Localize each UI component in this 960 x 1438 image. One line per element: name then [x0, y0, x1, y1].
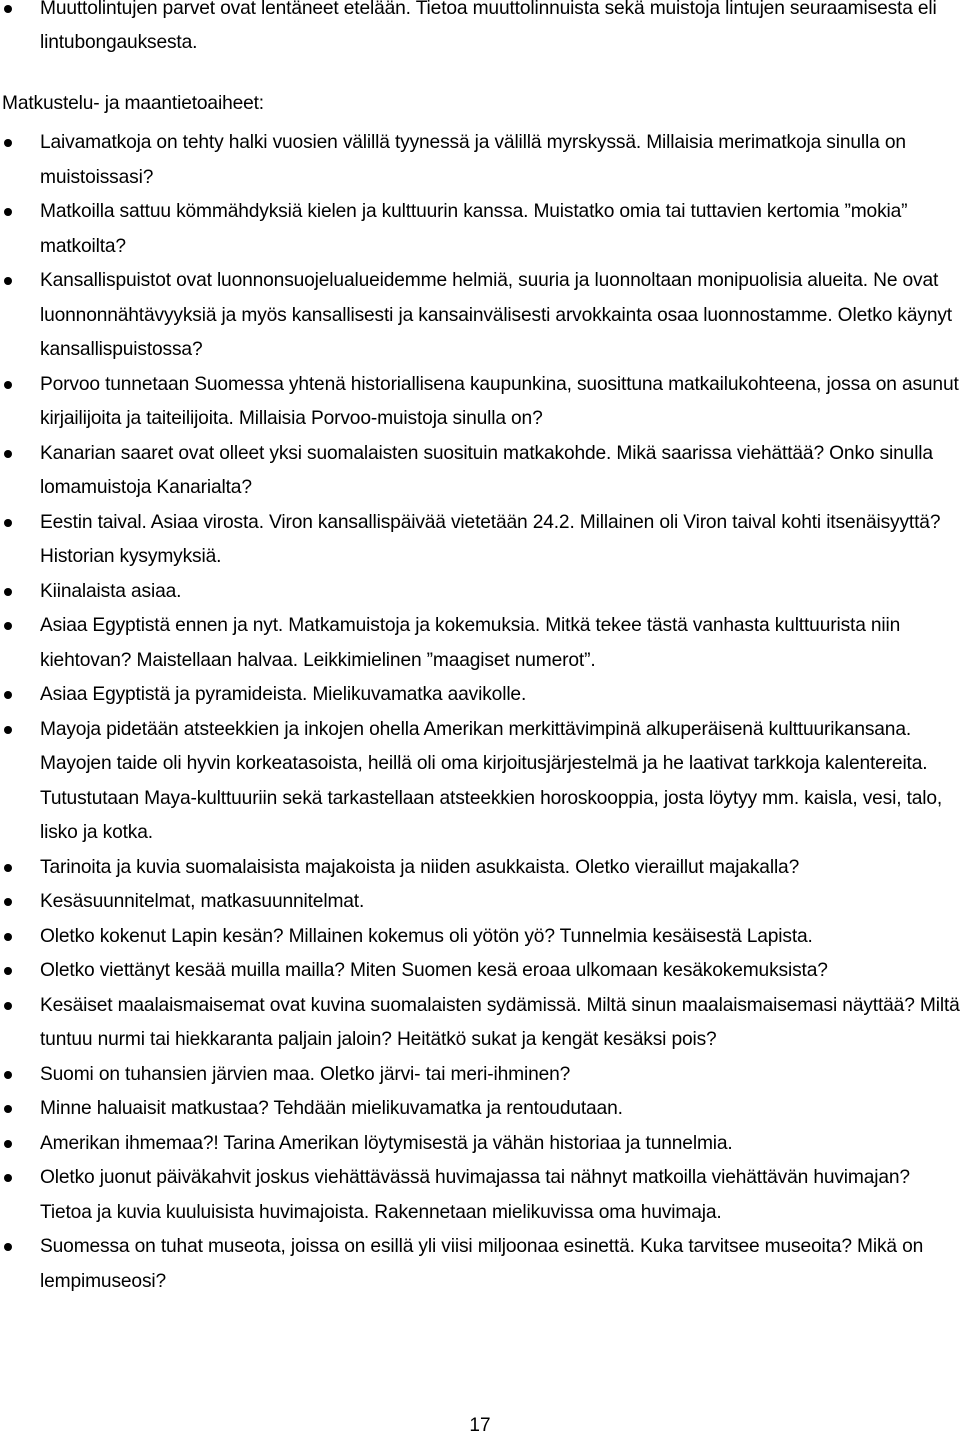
list-item: Muuttolintujen parvet ovat lentäneet etelään. Tietoa muuttolinnuista sekä muistoja lintujen seuraamisesta eli lintubongauksesta. [2, 0, 960, 60]
list-item: Minne haluaisit matkustaa? Tehdään mielikuvamatka ja rentoudutaan. [2, 1092, 960, 1127]
list-item: Kanarian saaret ovat olleet yksi suomalaisten suosituin matkakohde. Mikä saarissa viehättää? Onko sinulla lomamuistoja Kanarialta? [2, 437, 960, 506]
list-item: Matkoilla sattuu kömmähdyksiä kielen ja kulttuurin kanssa. Muistatko omia tai tuttavien kertomia ”mokia” matkoilta? [2, 195, 960, 264]
list-item: Oletko kokenut Lapin kesän? Millainen kokemus oli yötön yö? Tunnelmia kesäisestä Lapista. [2, 920, 960, 955]
list-item: Kesäiset maalaismaisemat ovat kuvina suomalaisten sydämissä. Miltä sinun maalaismaisemasi näyttää? Miltä tuntuu nurmi tai hiekkaranta paljain jaloin? Heitätkö sukat ja kengät kesäksi pois? [2, 989, 960, 1058]
list-item: Eestin taival. Asiaa virosta. Viron kansallispäivää vietetään 24.2. Millainen oli Viron taival kohti itsenäisyyttä? Historian kysymyksiä. [2, 506, 960, 575]
list-item: Kansallispuistot ovat luonnonsuojelualueidemme helmiä, suuria ja luonnoltaan monipuolisia alueita. Ne ovat luonnonnähtävyyksiä ja myös kansallisesti ja kansainvälisesti arvokkainta osaa luonnostamme. Oletko käynyt kansallispuistossa? [2, 264, 960, 368]
list-item: Asiaa Egyptistä ja pyramideista. Mielikuvamatka aavikolle. [2, 678, 960, 713]
list-item: Suomessa on tuhat museota, joissa on esillä yli viisi miljoonaa esinettä. Kuka tarvitsee museoita? Mikä on lempimuseosi? [2, 1230, 960, 1299]
page-number: 17 [469, 1415, 491, 1436]
list-item: Suomi on tuhansien järvien maa. Oletko järvi- tai meri-ihminen? [2, 1058, 960, 1093]
section-heading: Matkustelu- ja maantietoaiheet: [2, 93, 264, 114]
list-item: Mayoja pidetään atsteekkien ja inkojen ohella Amerikan merkittävimpinä alkuperäisenä kulttuurikansana. Mayojen taide oli hyvin korkeatasoista, heillä oli oma kirjoitusjärjestelmä ja he laativat tarkkoja kalentereita. Tutustutaan Maya-kulttuuriin sekä tarkastellaan atsteekkien horoskooppia, josta löytyy mm. kaisla, vesi, talo, lisko ja kotka. [2, 713, 960, 851]
topic-bullet-list [2, 126, 960, 1299]
list-item: Laivamatkoja on tehty halki vuosien välillä tyynessä ja välillä myrskyssä. Millaisia merimatkoja sinulla on muistoissasi? [2, 126, 960, 195]
list-item: Oletko juonut päiväkahvit joskus viehättävässä huvimajassa tai nähnyt matkoilla viehättävän huvimajan? Tietoa ja kuvia kuuluisista huvimajoista. Rakennetaan mielikuvissa oma huvimaja. [2, 1161, 960, 1230]
list-item: Asiaa Egyptistä ennen ja nyt. Matkamuistoja ja kokemuksia. Mitkä tekee tästä vanhasta kulttuurista niin kiehtovan? Maistellaan halvaa. Leikkimielinen ”maagiset numerot”. [2, 609, 960, 678]
list-item: Kesäsuunnitelmat, matkasuunnitelmat. [2, 885, 960, 920]
list-item: Amerikan ihmemaa?! Tarina Amerikan löytymisestä ja vähän historiaa ja tunnelmia. [2, 1127, 960, 1162]
list-item: Kiinalaista asiaa. [2, 575, 960, 610]
list-item: Tarinoita ja kuvia suomalaisista majakoista ja niiden asukkaista. Oletko vieraillut majakalla? [2, 851, 960, 886]
list-item: Oletko viettänyt kesää muilla mailla? Miten Suomen kesä eroaa ulkomaan kesäkokemuksista? [2, 954, 960, 989]
list-item: Porvoo tunnetaan Suomessa yhtenä historiallisena kaupunkina, suosittuna matkailukohteena, jossa on asunut kirjailijoita ja taiteilijoita. Millaisia Porvoo-muistoja sinulla on? [2, 368, 960, 437]
intro-bullet-list [2, 0, 960, 60]
